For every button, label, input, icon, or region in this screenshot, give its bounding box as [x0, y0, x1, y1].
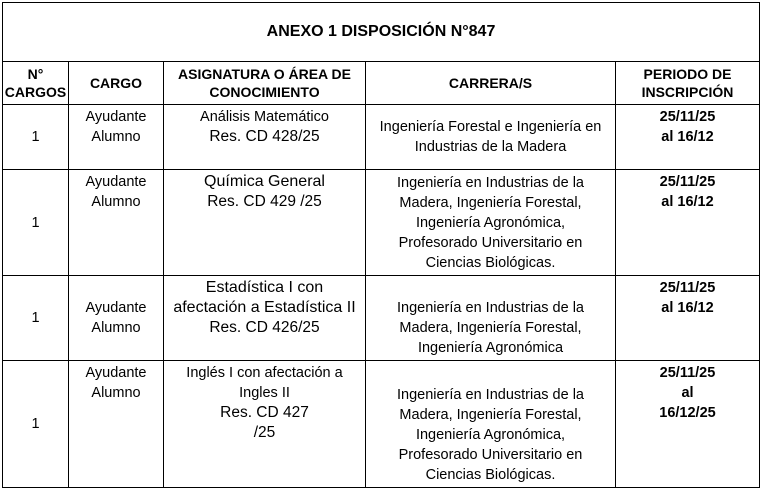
carrera-line: Industrias de la Madera: [414, 139, 567, 155]
carrera-line: Madera, Ingeniería Forestal,: [399, 194, 582, 211]
resolucion-line: /25: [253, 424, 276, 441]
cell-asignatura: [164, 170, 366, 276]
asignatura-line: Química General: [204, 173, 325, 190]
cell-asignatura: [164, 276, 366, 361]
periodo-line: al 16/12: [661, 300, 714, 316]
cell-periodo: [616, 170, 760, 276]
asignatura-line: Estadística I con: [205, 279, 324, 296]
cell-num: 1: [3, 276, 69, 361]
cell-carrera: [366, 276, 616, 361]
cargo-line: Alumno: [91, 194, 141, 210]
cargo-line: Ayudante: [85, 300, 147, 316]
table-row: [3, 276, 760, 361]
cell-carrera: [366, 170, 616, 276]
document-title: ANEXO 1 DISPOSICIÓN N°847: [3, 3, 760, 62]
cargo-line: Alumno: [91, 129, 141, 145]
periodo-line: 25/11/25: [659, 280, 716, 296]
asignatura-line: Ingles II: [239, 385, 290, 401]
carrera-line: Ingeniería Forestal e Ingeniería en: [379, 119, 602, 135]
carrera-line: Profesorado Universitario en: [398, 234, 583, 251]
periodo-line: al 16/12: [661, 194, 714, 210]
cell-cargo: [69, 276, 164, 361]
table-row: [3, 361, 760, 488]
cell-carrera: [366, 105, 616, 170]
resolucion-line: Res. CD 428/25: [209, 128, 320, 145]
cargo-line: Ayudante: [85, 174, 147, 190]
header-carrera: CARRERA/S: [366, 62, 616, 105]
cargo-line: Ayudante: [85, 109, 147, 125]
table-row: [3, 105, 760, 170]
asignatura-line: Análisis Matemático: [200, 109, 329, 125]
resolucion-line: Res. CD 426/25: [209, 319, 320, 336]
cell-periodo: [616, 276, 760, 361]
header-asignatura-line: CONOCIMIENTO: [209, 84, 320, 100]
header-asignatura: [164, 62, 366, 105]
header-periodo: [616, 62, 760, 105]
carrera-line: Ciencias Biológicas.: [425, 467, 556, 483]
periodo-line: 25/11/25: [659, 365, 716, 381]
periodo-line: al 16/12: [661, 129, 714, 145]
carrera-line: Profesorado Universitario en: [398, 447, 583, 463]
cell-num: 1: [3, 361, 69, 488]
asignatura-line: afectación a Estadística II: [173, 299, 356, 316]
resolucion-line: Res. CD 429 /25: [207, 193, 322, 210]
carrera-line: Ciencias Biológicas.: [425, 254, 556, 271]
cargo-line: Ayudante: [85, 365, 147, 381]
cell-asignatura: [164, 361, 366, 488]
periodo-line: 25/11/25: [659, 109, 716, 125]
periodo-line: 16/12/25: [659, 405, 716, 421]
header-num-line: N°: [27, 66, 44, 82]
table-row: [3, 170, 760, 276]
asignatura-line: Inglés I con afectación a: [186, 365, 343, 381]
header-num: [3, 62, 69, 105]
carrera-line: Ingeniería Agronómica,: [415, 214, 566, 231]
header-periodo-line: INSCRIPCIÓN: [641, 84, 734, 100]
cargo-line: Alumno: [91, 320, 141, 336]
header-num-line: CARGOS: [4, 84, 67, 100]
carrera-line: Madera, Ingeniería Forestal,: [399, 407, 582, 423]
annex-table: [2, 2, 760, 488]
header-periodo-line: PERIODO DE: [643, 66, 732, 82]
cell-periodo: [616, 105, 760, 170]
cell-periodo: [616, 361, 760, 488]
header-cargo: CARGO: [69, 62, 164, 105]
periodo-line: al: [681, 385, 694, 401]
cell-cargo: [69, 170, 164, 276]
resolucion-line: Res. CD 427: [220, 404, 309, 421]
cell-asignatura: [164, 105, 366, 170]
carrera-line: Ingeniería en Industrias de la: [396, 174, 584, 191]
carrera-line: Ingeniería en Industrias de la: [396, 300, 584, 316]
cell-carrera: [366, 361, 616, 488]
carrera-line: Ingeniería Agronómica: [417, 340, 564, 356]
header-row: [3, 62, 760, 105]
carrera-line: Madera, Ingeniería Forestal,: [399, 320, 582, 336]
periodo-line: 25/11/25: [659, 174, 716, 190]
carrera-line: Ingeniería Agronómica,: [415, 427, 566, 443]
cargo-line: Alumno: [91, 385, 141, 401]
cell-num: 1: [3, 170, 69, 276]
header-asignatura-line: ASIGNATURA O ÁREA DE: [178, 66, 351, 82]
cell-cargo: [69, 361, 164, 488]
cell-cargo: [69, 105, 164, 170]
carrera-line: Ingeniería en Industrias de la: [396, 387, 584, 403]
cell-num: 1: [3, 105, 69, 170]
